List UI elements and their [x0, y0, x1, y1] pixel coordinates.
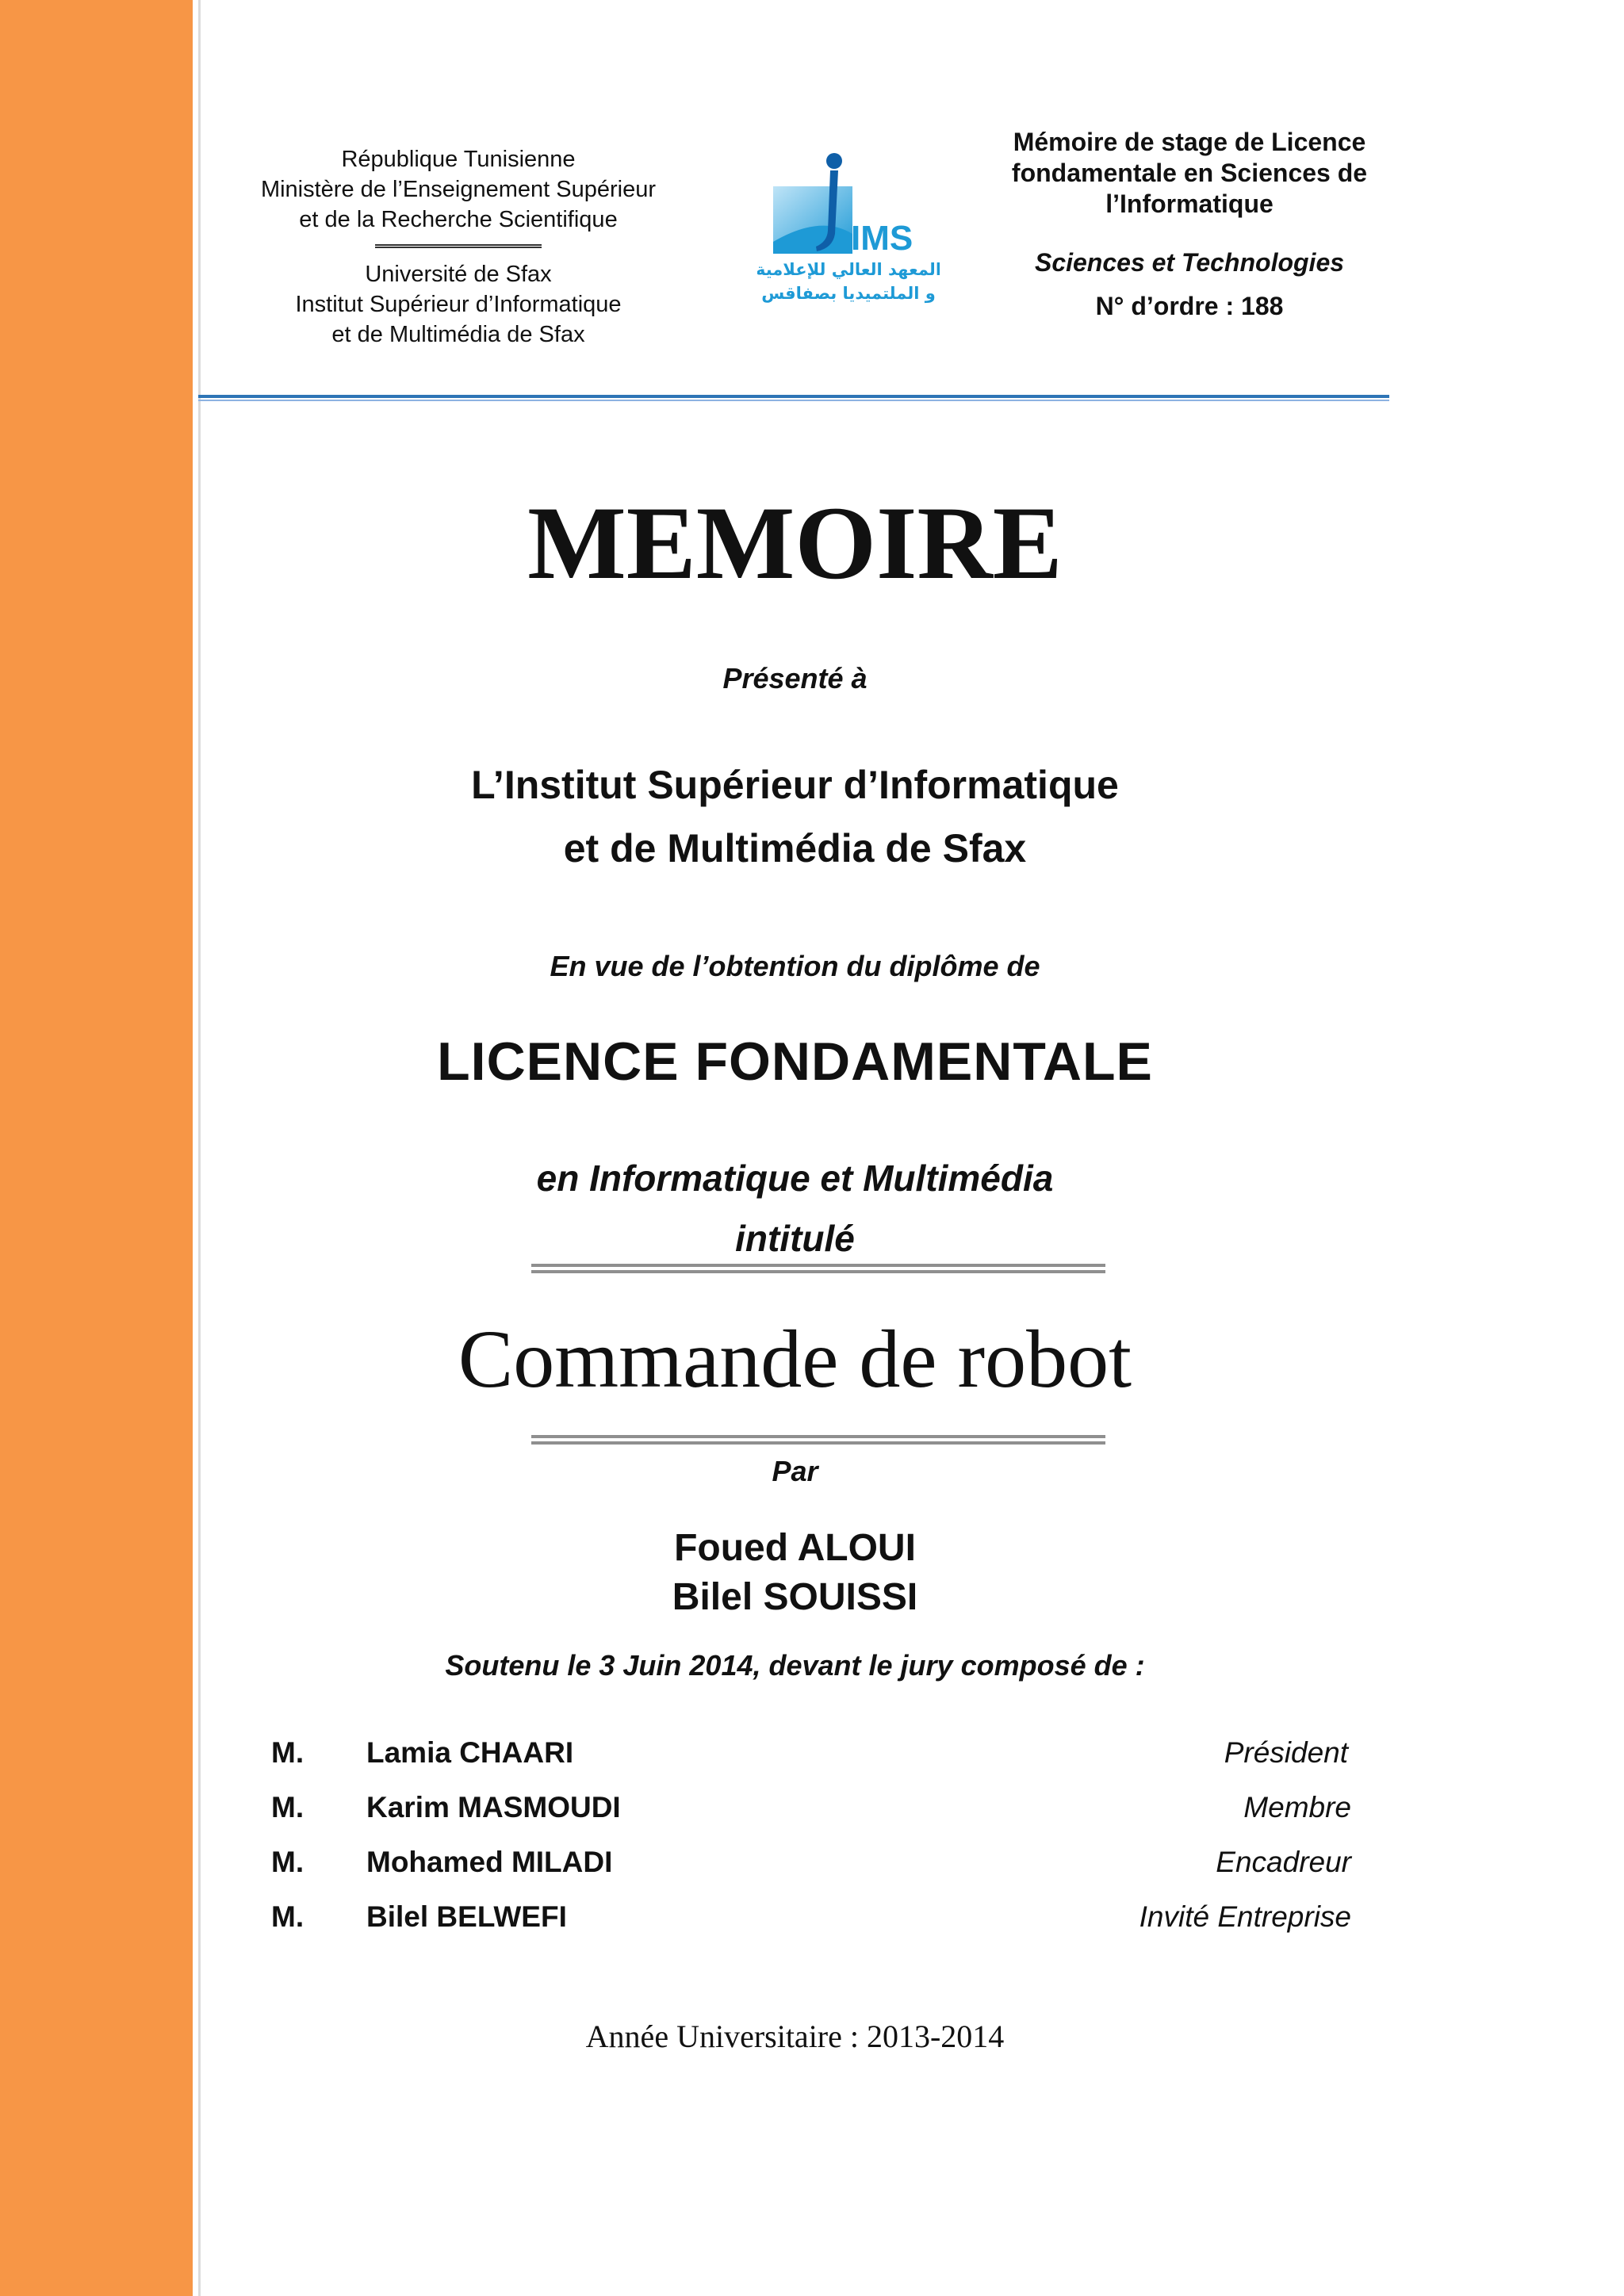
institute-name: [201, 753, 1389, 880]
header-right-line1: Mémoire de stage de Licence: [1013, 128, 1366, 156]
document-title: MEMOIRE: [527, 484, 1063, 601]
institute-line1: L’Institut Supérieur d’Informatique: [471, 763, 1119, 807]
logo-arabic-line1: المعهد العالي للإعلامية: [757, 260, 940, 279]
author-1: Foued ALOUI: [674, 1527, 916, 1569]
jury-row: [271, 1791, 1351, 1846]
presented-to: Présenté à: [722, 662, 868, 695]
by-label: Par: [772, 1455, 818, 1487]
jury-civility: M.: [271, 1846, 304, 1878]
isims-logo-icon: [757, 147, 940, 313]
header-left-separator: [375, 244, 542, 248]
thesis-title: Commande de robot: [458, 1314, 1132, 1405]
jury-role: Encadreur: [1216, 1846, 1351, 1878]
header-left-line2: Ministère de l’Enseignement Supérieur: [260, 177, 657, 202]
header-left-line4: Université de Sfax: [365, 262, 552, 287]
jury-row: [271, 1846, 1351, 1900]
jury-role: Président: [1224, 1736, 1348, 1769]
diploma-intro: En vue de l’obtention du diplôme de: [550, 950, 1040, 982]
title-rule-top: [531, 1264, 1105, 1273]
header-left-line1: République Tunisienne: [341, 147, 576, 172]
header-right-line2: fondamentale en Sciences de: [1011, 159, 1368, 187]
institute-line2: et de Multimédia de Sfax: [563, 826, 1027, 871]
jury-row: [271, 1900, 1351, 1955]
header-rule: [198, 395, 1389, 398]
header-right-order: N° d’ordre : 188: [1095, 292, 1284, 320]
authors: [201, 1524, 1389, 1622]
speciality: en Informatique et Multimédia: [536, 1158, 1054, 1199]
logo-arabic-line2: و الملتميديا بصفاقس: [761, 284, 936, 303]
jury-civility: M.: [271, 1900, 304, 1933]
jury-civility: M.: [271, 1736, 304, 1769]
jury-list: [271, 1736, 1351, 1955]
jury-role: Invité Entreprise: [1139, 1900, 1351, 1933]
side-band: [0, 0, 193, 2296]
jury-name: Lamia CHAARI: [366, 1736, 574, 1769]
title-rule-bottom: [531, 1435, 1105, 1445]
header-left-line3: et de la Recherche Scientifique: [299, 207, 618, 232]
header-right: [967, 127, 1411, 321]
entitled: intitulé: [735, 1218, 855, 1259]
speciality-block: [201, 1148, 1389, 1269]
jury-name: Bilel BELWEFI: [366, 1900, 567, 1933]
jury-row: [271, 1736, 1351, 1791]
jury-civility: M.: [271, 1791, 304, 1823]
header-rule-light: [198, 400, 1389, 401]
header-left: [220, 144, 696, 350]
author-2: Bilel SOUISSI: [672, 1576, 918, 1618]
jury-name: Karim MASMOUDI: [366, 1791, 621, 1823]
header-right-domain: Sciences et Technologies: [1034, 248, 1345, 277]
logo-text: IMS: [851, 219, 914, 258]
header-left-line5: Institut Supérieur d’Informatique: [295, 292, 622, 317]
jury-role: Membre: [1243, 1791, 1351, 1823]
diploma-name: LICENCE FONDAMENTALE: [437, 1031, 1153, 1092]
jury-name: Mohamed MILADI: [366, 1846, 613, 1878]
defense-statement: Soutenu le 3 Juin 2014, devant le jury composé de :: [445, 1649, 1145, 1682]
academic-year: Année Universitaire : 2013-2014: [585, 2019, 1005, 2054]
header-right-line3: l’Informatique: [1105, 189, 1274, 218]
header-left-line6: et de Multimédia de Sfax: [331, 322, 585, 347]
